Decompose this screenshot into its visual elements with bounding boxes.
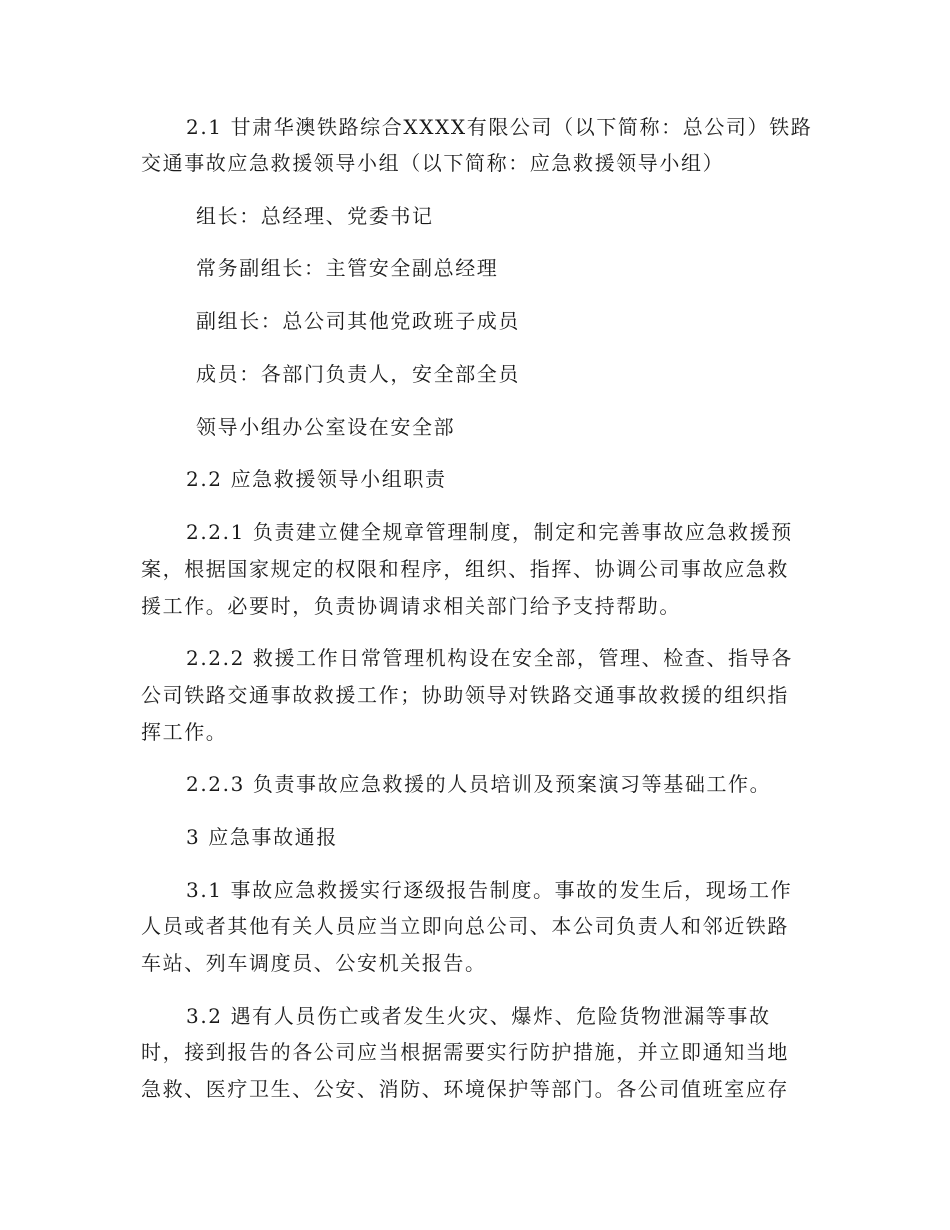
text-line: 车站、列车调度员、公安机关报告。: [141, 951, 487, 975]
text-line: 2.2.2 救援工作日常管理机构设在安全部，管理、检查、指导各: [186, 646, 793, 670]
text-line: 组长：总经理、党委书记: [196, 204, 434, 228]
text-line: 急救、医疗卫生、公安、消防、环境保护等部门。各公司值班室应存: [141, 1077, 789, 1101]
text-line: 交通事故应急救援领导小组（以下简称：应急救援领导小组）: [141, 151, 725, 175]
text-line: 援工作。必要时，负责协调请求相关部门给予支持帮助。: [141, 594, 681, 618]
text-line: 2.1 甘肃华澳铁路综合XXXX有限公司（以下简称：总公司）铁路: [186, 115, 813, 139]
text-line: 人员或者其他有关人员应当立即向总公司、本公司负责人和邻近铁路: [141, 914, 789, 938]
text-line: 副组长：总公司其他党政班子成员: [196, 309, 520, 333]
text-line: 公司铁路交通事故救援工作；协助领导对铁路交通事故救援的组织指: [141, 683, 789, 707]
text-line: 案，根据国家规定的权限和程序，组织、指挥、协调公司事故应急救: [141, 557, 789, 581]
text-line: 成员：各部门负责人，安全部全员: [196, 362, 520, 386]
text-line: 领导小组办公室设在安全部: [196, 415, 456, 439]
section-heading: 2.2 应急救援领导小组职责: [186, 467, 447, 491]
text-line: 2.2.3 负责事故应急救援的人员培训及预案演习等基础工作。: [186, 772, 772, 796]
text-line: 2.2.1 负责建立健全规章管理制度，制定和完善事故应急救援预: [186, 520, 793, 544]
section-heading: 3 应急事故通报: [186, 825, 338, 849]
text-line: 3.1 事故应急救援实行逐级报告制度。事故的发生后，现场工作: [186, 878, 793, 902]
text-line: 挥工作。: [141, 720, 228, 744]
text-line: 时，接到报告的各公司应当根据需要实行防护措施，并立即通知当地: [141, 1040, 789, 1064]
text-line: 3.2 遇有人员伤亡或者发生火灾、爆炸、危险货物泄漏等事故: [186, 1004, 771, 1028]
text-line: 常务副组长：主管安全副总经理: [196, 256, 499, 280]
